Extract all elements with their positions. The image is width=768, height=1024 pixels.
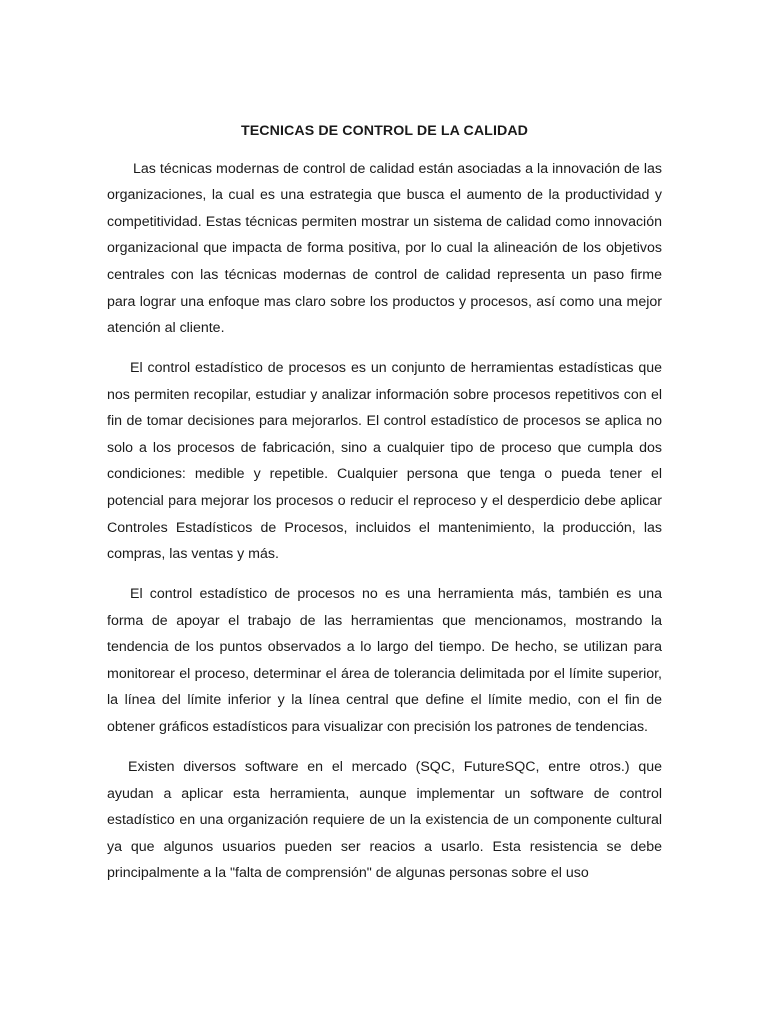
paragraph-1: Las técnicas modernas de control de calidad están asociadas a la innovación de las organizaciones, la cual es una estrategia que busca el aumento de la productividad y competitividad. Estas técnicas permiten mostrar un sistema de calidad como innovación organizacional que impacta de forma positiva, por lo cual la alineación de los objetivos centrales con las técnicas modernas de control de calidad representa un paso firme para lograr una enfoque mas claro sobre los productos y procesos, así como una mejor atención al cliente.	[107, 160, 662, 337]
paragraph-4: Existen diversos software en el mercado (SQC, FutureSQC, entre otros.) que ayudan a aplicar esta herramienta, aunque implementar un software de control estadístico en una organización requiere de un la existencia de un componente cultural ya que algunos usuarios pueden ser reacios a usarlo. Esta resistencia se debe principalmente a la "falta de comprensión" de algunas personas sobre el uso	[107, 758, 662, 882]
document-body	[107, 118, 662, 900]
paragraph-2: El control estadístico de procesos es un conjunto de herramientas estadísticas que nos permiten recopilar, estudiar y analizar información sobre procesos repetitivos con el fin de tomar decisiones para mejorarlos. El control estadístico de procesos se aplica no solo a los procesos de fabricación, sino a cualquier tipo de proceso que cumpla dos condiciones: medible y repetible. Cualquier persona que tenga o pueda tener el potencial para mejorar los procesos o reducir el reproceso y el desperdicio debe aplicar Controles Estadísticos de Procesos, incluidos el mantenimiento, la producción, las compras, las ventas y más.	[107, 360, 662, 563]
document-title: TECNICAS DE CONTROL DE LA CALIDAD	[240, 123, 529, 139]
paragraph-3: El control estadístico de procesos no es una herramienta más, también es una forma de apoyar el trabajo de las herramientas que mencionamos, mostrando la tendencia de los puntos observados a lo largo del tiempo. De hecho, se utilizan para monitorear el proceso, determinar el área de tolerancia delimitada por el límite superior, la línea del límite inferior y la línea central que define el límite medio, con el fin de obtener gráficos estadísticos para visualizar con precisión los patrones de tendencias.	[107, 586, 662, 736]
